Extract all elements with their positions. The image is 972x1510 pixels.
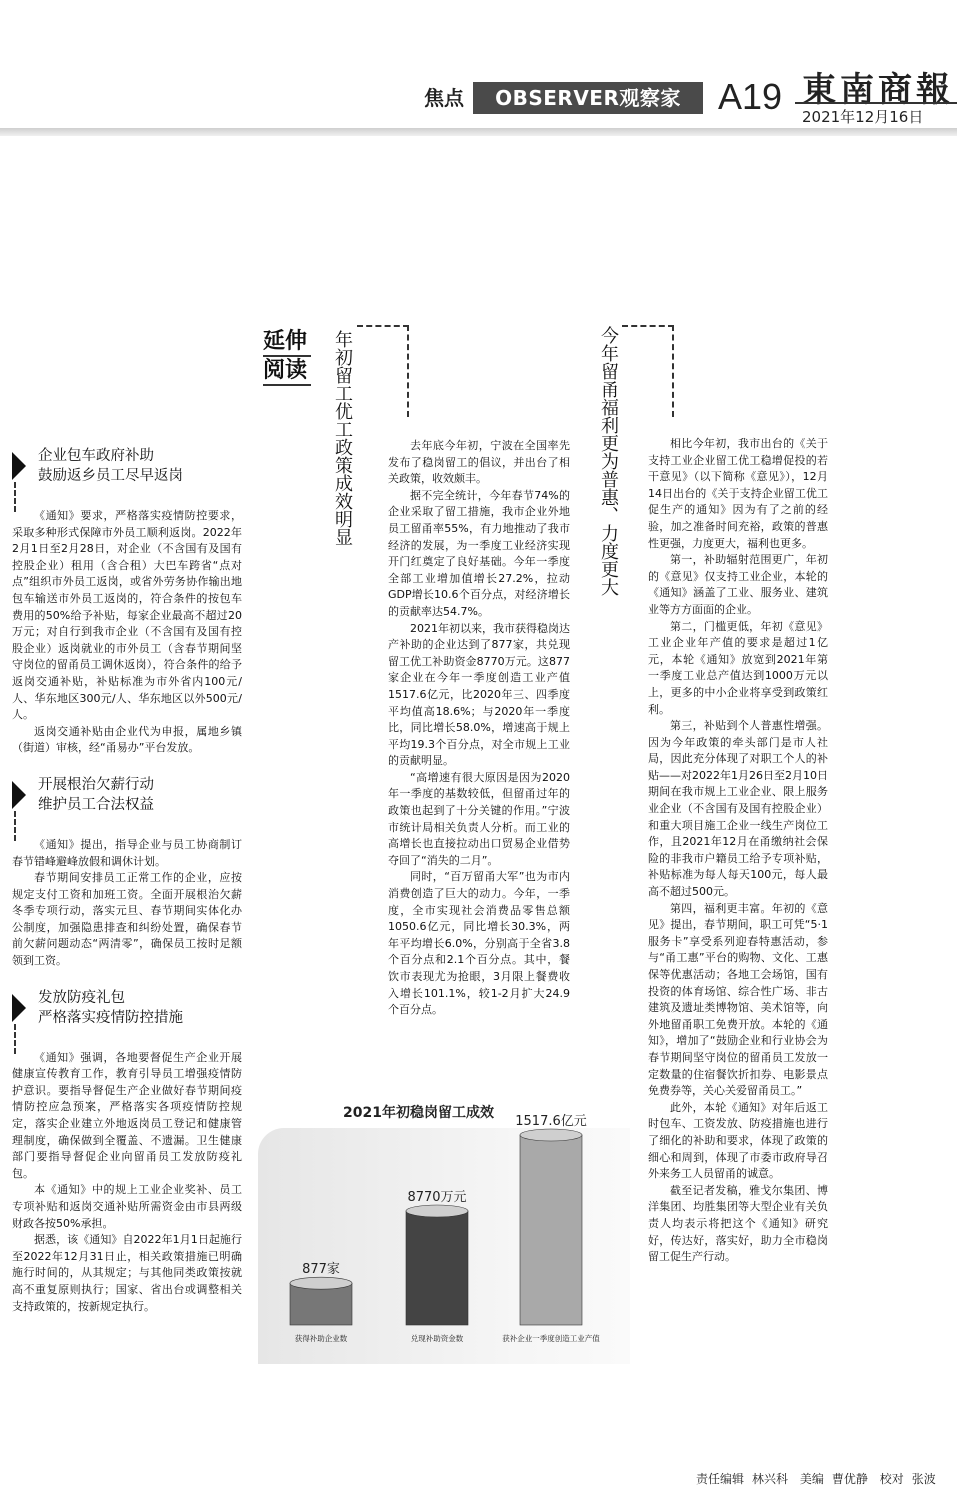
proof-label: 校对 — [879, 1472, 904, 1486]
publication-date: 2021年12月16日 — [802, 108, 924, 126]
extended-reading-tag — [263, 328, 313, 386]
extended-reading-line-2: 阅读 — [263, 357, 311, 386]
dashed-frame-right — [622, 325, 674, 417]
chart-category-label: 兑现补助资金数 — [410, 1334, 464, 1343]
paragraph: 第三，补贴到个人普惠性增强。因为今年政策的牵头部门是市人社局，因此充分体现了对职工个人的补贴——对2022年1月26日至2月10日期间在我市规上工业企业、限上服务业企业（不含国有及国有控股企业）和重大项目施工企业一线生产岗位工作，且2021年12月在甬缴纳社会保险的非我市户籍员工给予专项补贴，补贴标准为每人每天100元，每人最高不超过500元。 — [648, 719, 828, 899]
footer-credits — [696, 1470, 944, 1487]
subheading-1 — [12, 446, 242, 486]
paragraph: 春节期间安排员工正常工作的企业，应按规定支付工资和加班工资。全面开展根治欠薪冬季专项行动，落实元旦、春节期间实体化办公制度，加强隐患排查和纠纷处置，确保春节前欠薪问题动态“两清零”，确保员工按时足额领到工资。 — [12, 871, 242, 968]
triangle-marker-icon — [12, 781, 26, 809]
extended-reading-line-1: 延伸 — [263, 328, 311, 357]
paragraph: 去年底今年初，宁波在全国率先发布了稳岗留工的倡议，并出台了相关政策，收效颇丰。 — [388, 439, 570, 486]
chart-bar-cap — [290, 1277, 352, 1289]
middle-column — [388, 438, 570, 1019]
triangle-marker-icon — [12, 994, 26, 1022]
paragraph: 本《通知》中的规上工业企业奖补、员工专项补贴和返岗交通补贴所需资金由市县两级财政各按50%承担。 — [12, 1183, 242, 1230]
header-rule — [795, 102, 957, 104]
paragraph: 相比今年初，我市出台的《关于支持工业企业留工优工稳增促投的若干意见》（以下简称《意见》），12月14日出台的《关于支持企业留工优工促生产的通知》因为有了之前的经验，加之准备时间充裕，政策的普惠性更强，力度更大，福利也更多。 — [648, 437, 828, 550]
chart-value-label: 8770万元 — [407, 1190, 467, 1205]
chart-category-label: 获补企业一季度创造工业产值 — [502, 1334, 600, 1343]
paragraph: 据悉，该《通知》自2022年1月1日起施行至2022年12月31日止，相关政策措施已明确施行时间的，从其规定；与其他同类政策按就高不重复原则执行；国家、省出台或调整相关支持政策的，按新规定执行。 — [12, 1233, 242, 1313]
paragraph: 截至记者发稿，雅戈尔集团、博洋集团、均胜集团等大型企业有关负责人均表示将把这个《通知》研究好，传达好，落实好，助力全市稳岗留工促生产行动。 — [648, 1183, 828, 1264]
chart-bar-cap — [406, 1205, 468, 1217]
paragraph: 同时，“百万留甬大军”也为市内消费创造了巨大的动力。今年，一季度，全市实现社会消费品零售总额1050.6亿元，同比增长30.3%，两年平均增长6.0%，分别高于全省3.8个百分点和2.1个百分点。其中，餐饮市表现尤为抢眼，3月限上餐费收入增长101.1%，较1-2月扩大24.9个百分点。 — [388, 870, 570, 1017]
paragraph: 返岗交通补贴由企业代为申报，属地乡镇（街道）审核，经“甬易办”平台发放。 — [12, 724, 242, 755]
paragraph: 第二，门槛更低，年初《意见》工业企业年产值的要求是超过1亿元，本轮《通知》放宽到2021年第一季度工业总产值达到1000万元以上，更多的中小企业将享受到政策红利。 — [648, 619, 828, 716]
subheading-1-line-1: 企业包车政府补助 — [38, 448, 154, 464]
newspaper-logo: 東南商報 — [802, 70, 954, 110]
top-frame-bar — [0, 128, 957, 136]
editor-name: 林兴科 — [752, 1472, 789, 1486]
subheading-2 — [12, 775, 242, 815]
art-name: 曹优静 — [831, 1472, 868, 1486]
subheading-3 — [12, 988, 242, 1028]
section-tag: 焦点 — [424, 86, 464, 110]
middle-heading: 年初留工优工政策成效明显 — [332, 330, 353, 546]
paragraph: 2021年初以来，我市获得稳岗达产补助的企业达到了877家，共兑现留工优工补助资金8770万元。这877家企业在今年一季度创造工业产值1517.6亿元，比2020年三、四季度平均值高18.6%；与2020年一季度比，同比增长58.0%，增速高于规上平均19.3个百分点，对全市规上工业的贡献明显。 — [388, 621, 570, 768]
subheading-3-line-2: 严格落实疫情防控措施 — [38, 1009, 183, 1026]
paragraph: 据不完全统计，今年春节74%的企业采取了留工措施，我市企业外地员工留甬率55%，有力地推动了我市经济的发展，为一季度工业经济实现开门红奠定了良好基础。今年一季度全部工业增加值增长27.2%，拉动GDP增长10.6个百分点，对经济增长的贡献率达54.7%。 — [388, 488, 570, 618]
paragraph: “高增速有很大原因是因为2020年一季度的基数较低，但留甬过年的政策也起到了十分关键的作用。”宁波市统计局相关负责人分析。而工业的高增长也直接拉动出口贸易企业借势夺回了“消失的二月”。 — [388, 770, 570, 867]
dashed-divider — [14, 482, 16, 512]
art-label: 美编 — [799, 1472, 824, 1486]
chart-bar — [520, 1135, 582, 1325]
subheading-2-line-1: 开展根治欠薪行动 — [38, 776, 154, 793]
paragraph: 第一，补助辐射范围更广，年初的《意见》仅支持工业企业，本轮的《通知》涵盖了工业、服务业、建筑业等方方面面的企业。 — [648, 553, 828, 616]
chart-bar — [406, 1211, 468, 1325]
left-column — [12, 440, 242, 1315]
right-heading: 今年留甬福利更为普惠、力度更大 — [598, 326, 619, 596]
chart-bar-cap — [520, 1129, 582, 1141]
dashed-divider — [14, 811, 16, 841]
paragraph: 此外，本轮《通知》对年后返工时包车、工资发放、防疫措施也进行了细化的补助和要求，体现了政策的细心和周到，体现了市委市政府导召外来务工人员留甬的诚意。 — [648, 1100, 828, 1181]
page-number: A19 — [718, 76, 783, 117]
dashed-frame-middle — [357, 325, 409, 417]
chart-value-label: 1517.6亿元 — [515, 1114, 587, 1129]
chart-title: 2021年初稳岗留工成效 — [343, 1105, 494, 1121]
subheading-2-line-2: 维护员工合法权益 — [38, 796, 154, 813]
proof-name: 张波 — [911, 1472, 936, 1486]
subheading-1-line-2: 鼓励返乡员工尽早返岗 — [38, 468, 183, 484]
column-banner: OBSERVER观察家 — [473, 82, 703, 114]
paragraph: 《通知》强调，各地要督促生产企业开展健康宣传教育工作，教育引导员工增强疫情防护意识。要指导督促生产企业做好春节期间疫情防控应急预案，严格落实各项疫情防控规定，落实企业建立外地返岗员工登记和健康管理制度，确保做到全覆盖、不遗漏。卫生健康部门要指导督促企业向留甬员工发放防疫礼包。 — [12, 1050, 242, 1180]
paragraph: 《通知》要求，严格落实疫情防控要求，采取多种形式保障市外员工顺利返岗。2022年2月1日至2月28日，对企业（不含国有及国有控股企业）租用（含合租）大巴车跨省“点对点”组织市外员工返岗，或省外劳务协作输出地包车输送市外员工返岗的，符合条件的按包车费用的50%给予补贴，每家企业最高不超过20万元；对自行到我市企业（不含国有及国有控股企业）返岗就业的市外员工（含春节期间坚守岗位的留甬员工调休返岗），符合条件的给予返岗交通补贴，补贴标准为市外省内100元/人、华东地区300元/人、华东地区以外500元/人。 — [12, 509, 242, 722]
bar-chart — [258, 1114, 630, 1365]
paragraph: 《通知》提出，指导企业与员工协商制订春节错峰避峰放假和调休计划。 — [12, 837, 242, 868]
editor-label: 责任编辑 — [696, 1472, 745, 1486]
dashed-divider — [14, 1024, 16, 1054]
paragraph: 第四，福利更丰富。年初的《意见》提出，春节期间，职工可凭“5·1服务卡”享受系列迎春特惠活动，参与“甬工惠”平台的购物、文化、工惠保等优惠活动；各地工会场馆，国有投资的体育场馆、综合性广场、非古建筑及遗址类博物馆、美术馆等，向外地留甬职工免费开放。本轮的《通知》，增加了“鼓励企业和行业协会为春节期间坚守岗位的留甬员工发放一定数量的住宿餐饮折扣券、电影景点免费券等，关心关爱留甬员工。” — [648, 901, 828, 1098]
chart-value-label: 877家 — [302, 1262, 340, 1278]
chart-category-label: 获得补助企业数 — [294, 1334, 348, 1343]
subheading-3-line-1: 发放防疫礼包 — [38, 989, 125, 1006]
triangle-marker-icon — [12, 452, 26, 480]
right-column — [648, 436, 828, 1266]
